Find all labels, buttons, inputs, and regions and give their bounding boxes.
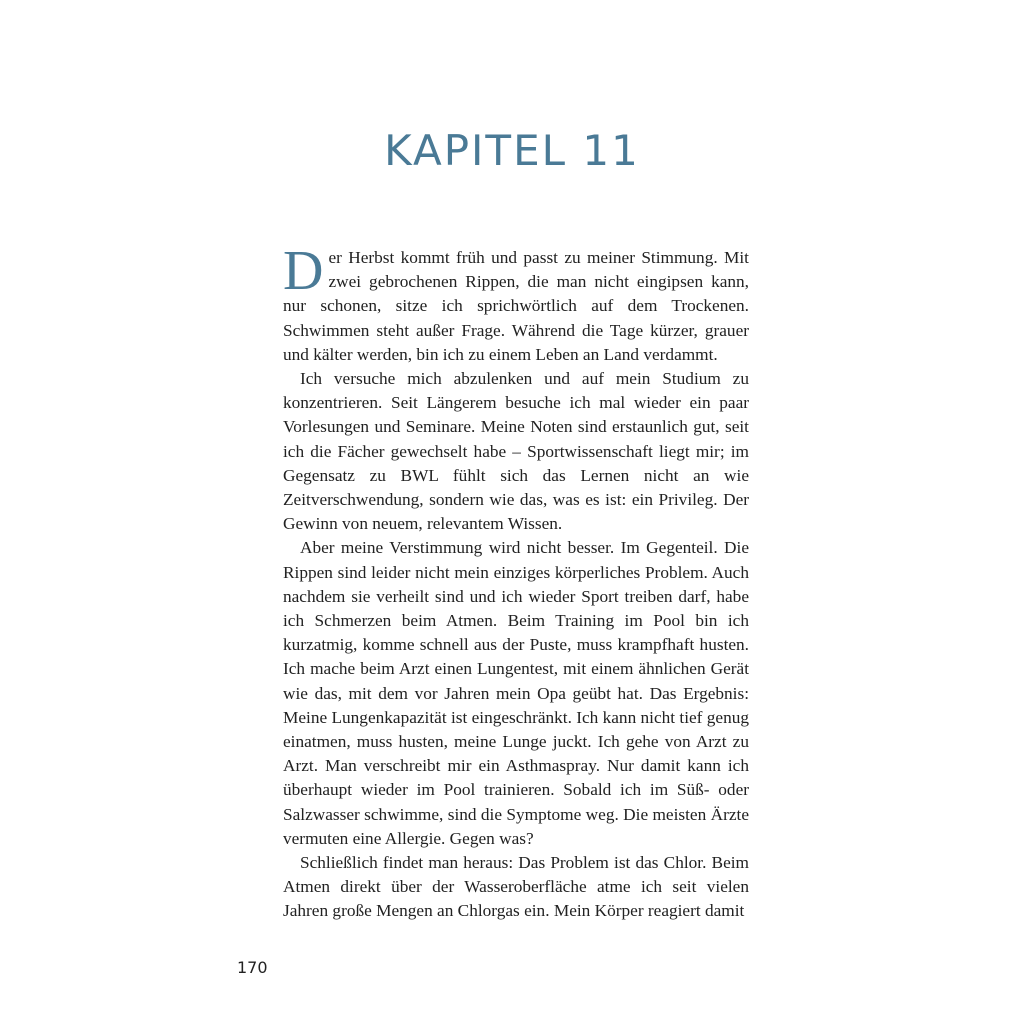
- paragraph-3: Aber meine Verstimmung wird nicht besser. Im Gegenteil. Die Rippen sind leider nicht mein einziges körperliches Problem. Auch nachdem sie verheilt sind und ich wieder Sport treiben darf, habe ich Schmerzen beim Atmen. Beim Training im Pool bin ich kurzatmig, komme schnell aus der Puste, muss krampfhaft husten. Ich mache beim Arzt einen Lungentest, mit einem ähnlichen Gerät wie das, mit dem vor Jahren mein Opa geübt hat. Das Ergebnis: Meine Lungenkapazität ist eingeschränkt. Ich kann nicht tief genug einatmen, muss husten, meine Lunge juckt. Ich gehe von Arzt zu Arzt. Man verschreibt mir ein Asthmaspray. Nur damit kann ich überhaupt wieder im Pool trainieren. Sobald ich im Süß- oder Salzwasser schwimme, sind die Symptome weg. Die meisten Ärzte vermuten eine Allergie. Gegen was?: [283, 538, 749, 848]
- paragraph-4: Schließlich findet man heraus: Das Problem ist das Chlor. Beim Atmen direkt über der Wasseroberfläche atme ich seit vielen Jahren große Mengen an Chlorgas ein. Mein Körper reagiert damit: [283, 853, 749, 921]
- drop-cap: D: [283, 240, 324, 302]
- body-text: [283, 240, 749, 924]
- page-number: 170: [237, 958, 268, 977]
- first-paragraph-text: er Herbst kommt früh und passt zu meiner Stimmung. Mit zwei gebrochenen Rippen, die man nicht eingipsen kann, nur schonen, sitze ich sprichwörtlich auf dem Trockenen. Schwimmen steht außer Frage. Während die Tage kürzer, grauer und kälter werden, bin ich zu einem Leben an Land verdammt.: [283, 248, 749, 364]
- chapter-title: KAPITEL 11: [384, 126, 640, 175]
- first-paragraph: [283, 240, 749, 367]
- paragraph-2: Ich versuche mich abzulenken und auf mein Studium zu konzentrieren. Seit Längerem besuche ich mal wieder ein paar Vorlesungen und Seminare. Meine Noten sind erstaunlich gut, seit ich die Fächer gewechselt habe – Sportwissenschaft liegt mir; im Gegensatz zu BWL fühlt sich das Lernen nicht an wie Zeitverschwendung, sondern wie das, was es ist: ein Privileg. Der Gewinn von neuem, relevantem Wissen.: [283, 369, 749, 534]
